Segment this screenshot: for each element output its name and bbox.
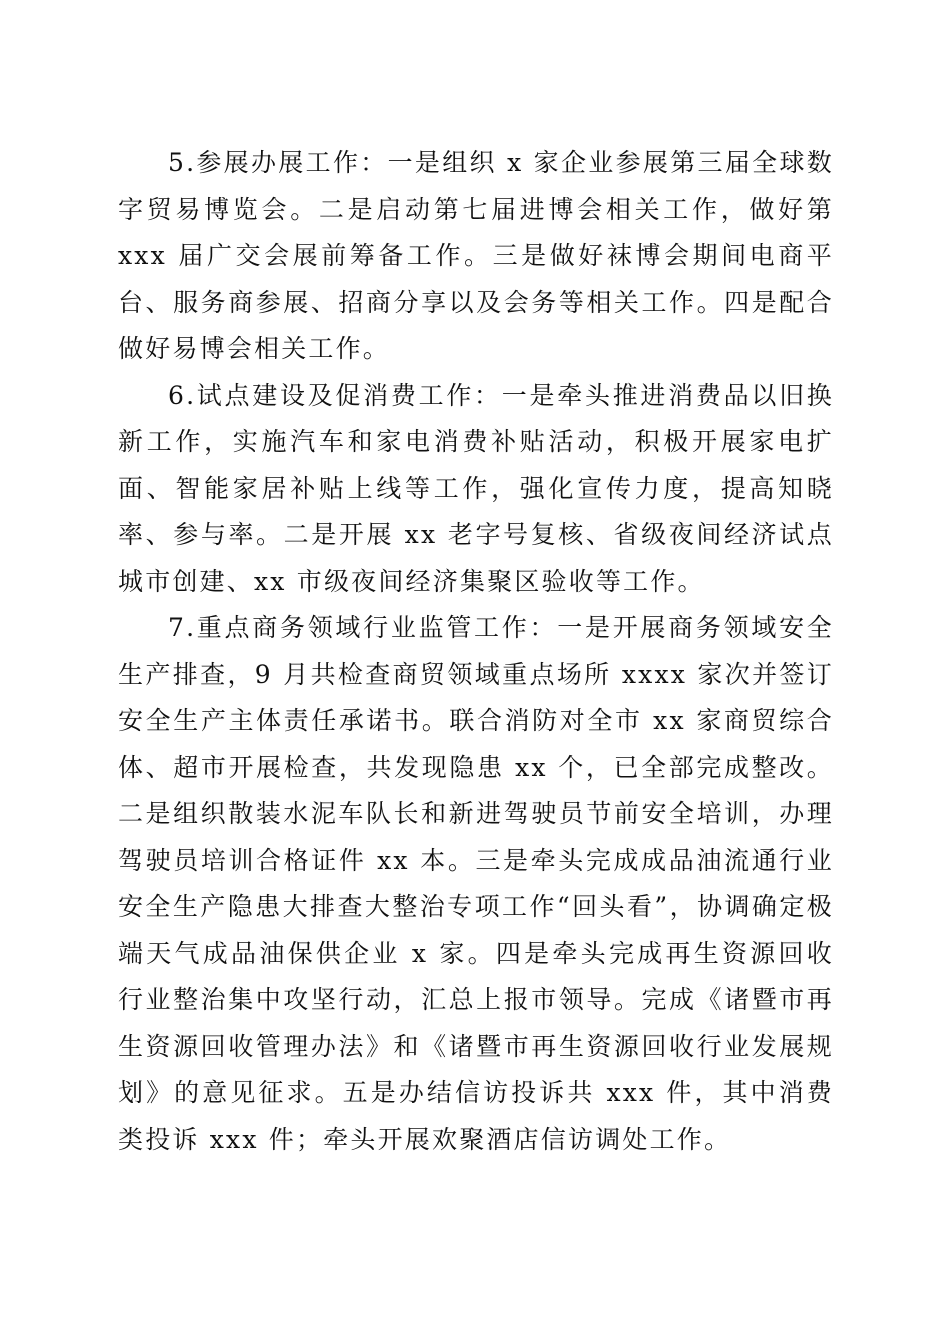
paragraph-pilot-consumption-work: 6.试点建设及促消费工作：一是牵头推进消费品以旧换新工作，实施汽车和家电消费补贴活动，积极开展家电扩面、智能家居补贴上线等工作，强化宣传力度，提高知晓率、参与率。二是开展 xx 老字号复核、省级夜间经济试点城市创建、xx 市级夜间经济集聚区验收等工作。 [118,380,834,596]
paragraph-exhibition-work: 5.参展办展工作：一是组织 x 家企业参展第三届全球数字贸易博览会。二是启动第七届进博会相关工作，做好第 xxx 届广交会展前筹备工作。三是做好袜博会期间电商平台、服务商参展、招商分享以及会务等相关工作。四是配合做好易博会相关工作。 [118,148,834,363]
document-body [118,140,834,1163]
paragraph-commerce-supervision-work: 7.重点商务领域行业监管工作：一是开展商务领域安全生产排查，9 月共检查商贸领域重点场所 xxxx 家次并签订安全生产主体责任承诺书。联合消防对全市 xx 家商贸综合体、超市开展检查，共发现隐患 xx 个，已全部完成整改。二是组织散装水泥车队长和新进驾驶员节前安全培训，办理驾驶员培训合格证件 xx 本。三是牵头完成成品油流通行业安全生产隐患大排查大整治专项工作“回头看”，协调确定极端天气成品油保供企业 x 家。四是牵头完成再生资源回收行业整治集中攻坚行动，汇总上报市领导。完成《诸暨市再生资源回收管理办法》和《诸暨市再生资源回收行业发展规划》的意见征求。五是办结信访投诉共 xxx 件，其中消费类投诉 xxx 件；牵头开展欢聚酒店信访调处工作。 [118,613,834,1154]
